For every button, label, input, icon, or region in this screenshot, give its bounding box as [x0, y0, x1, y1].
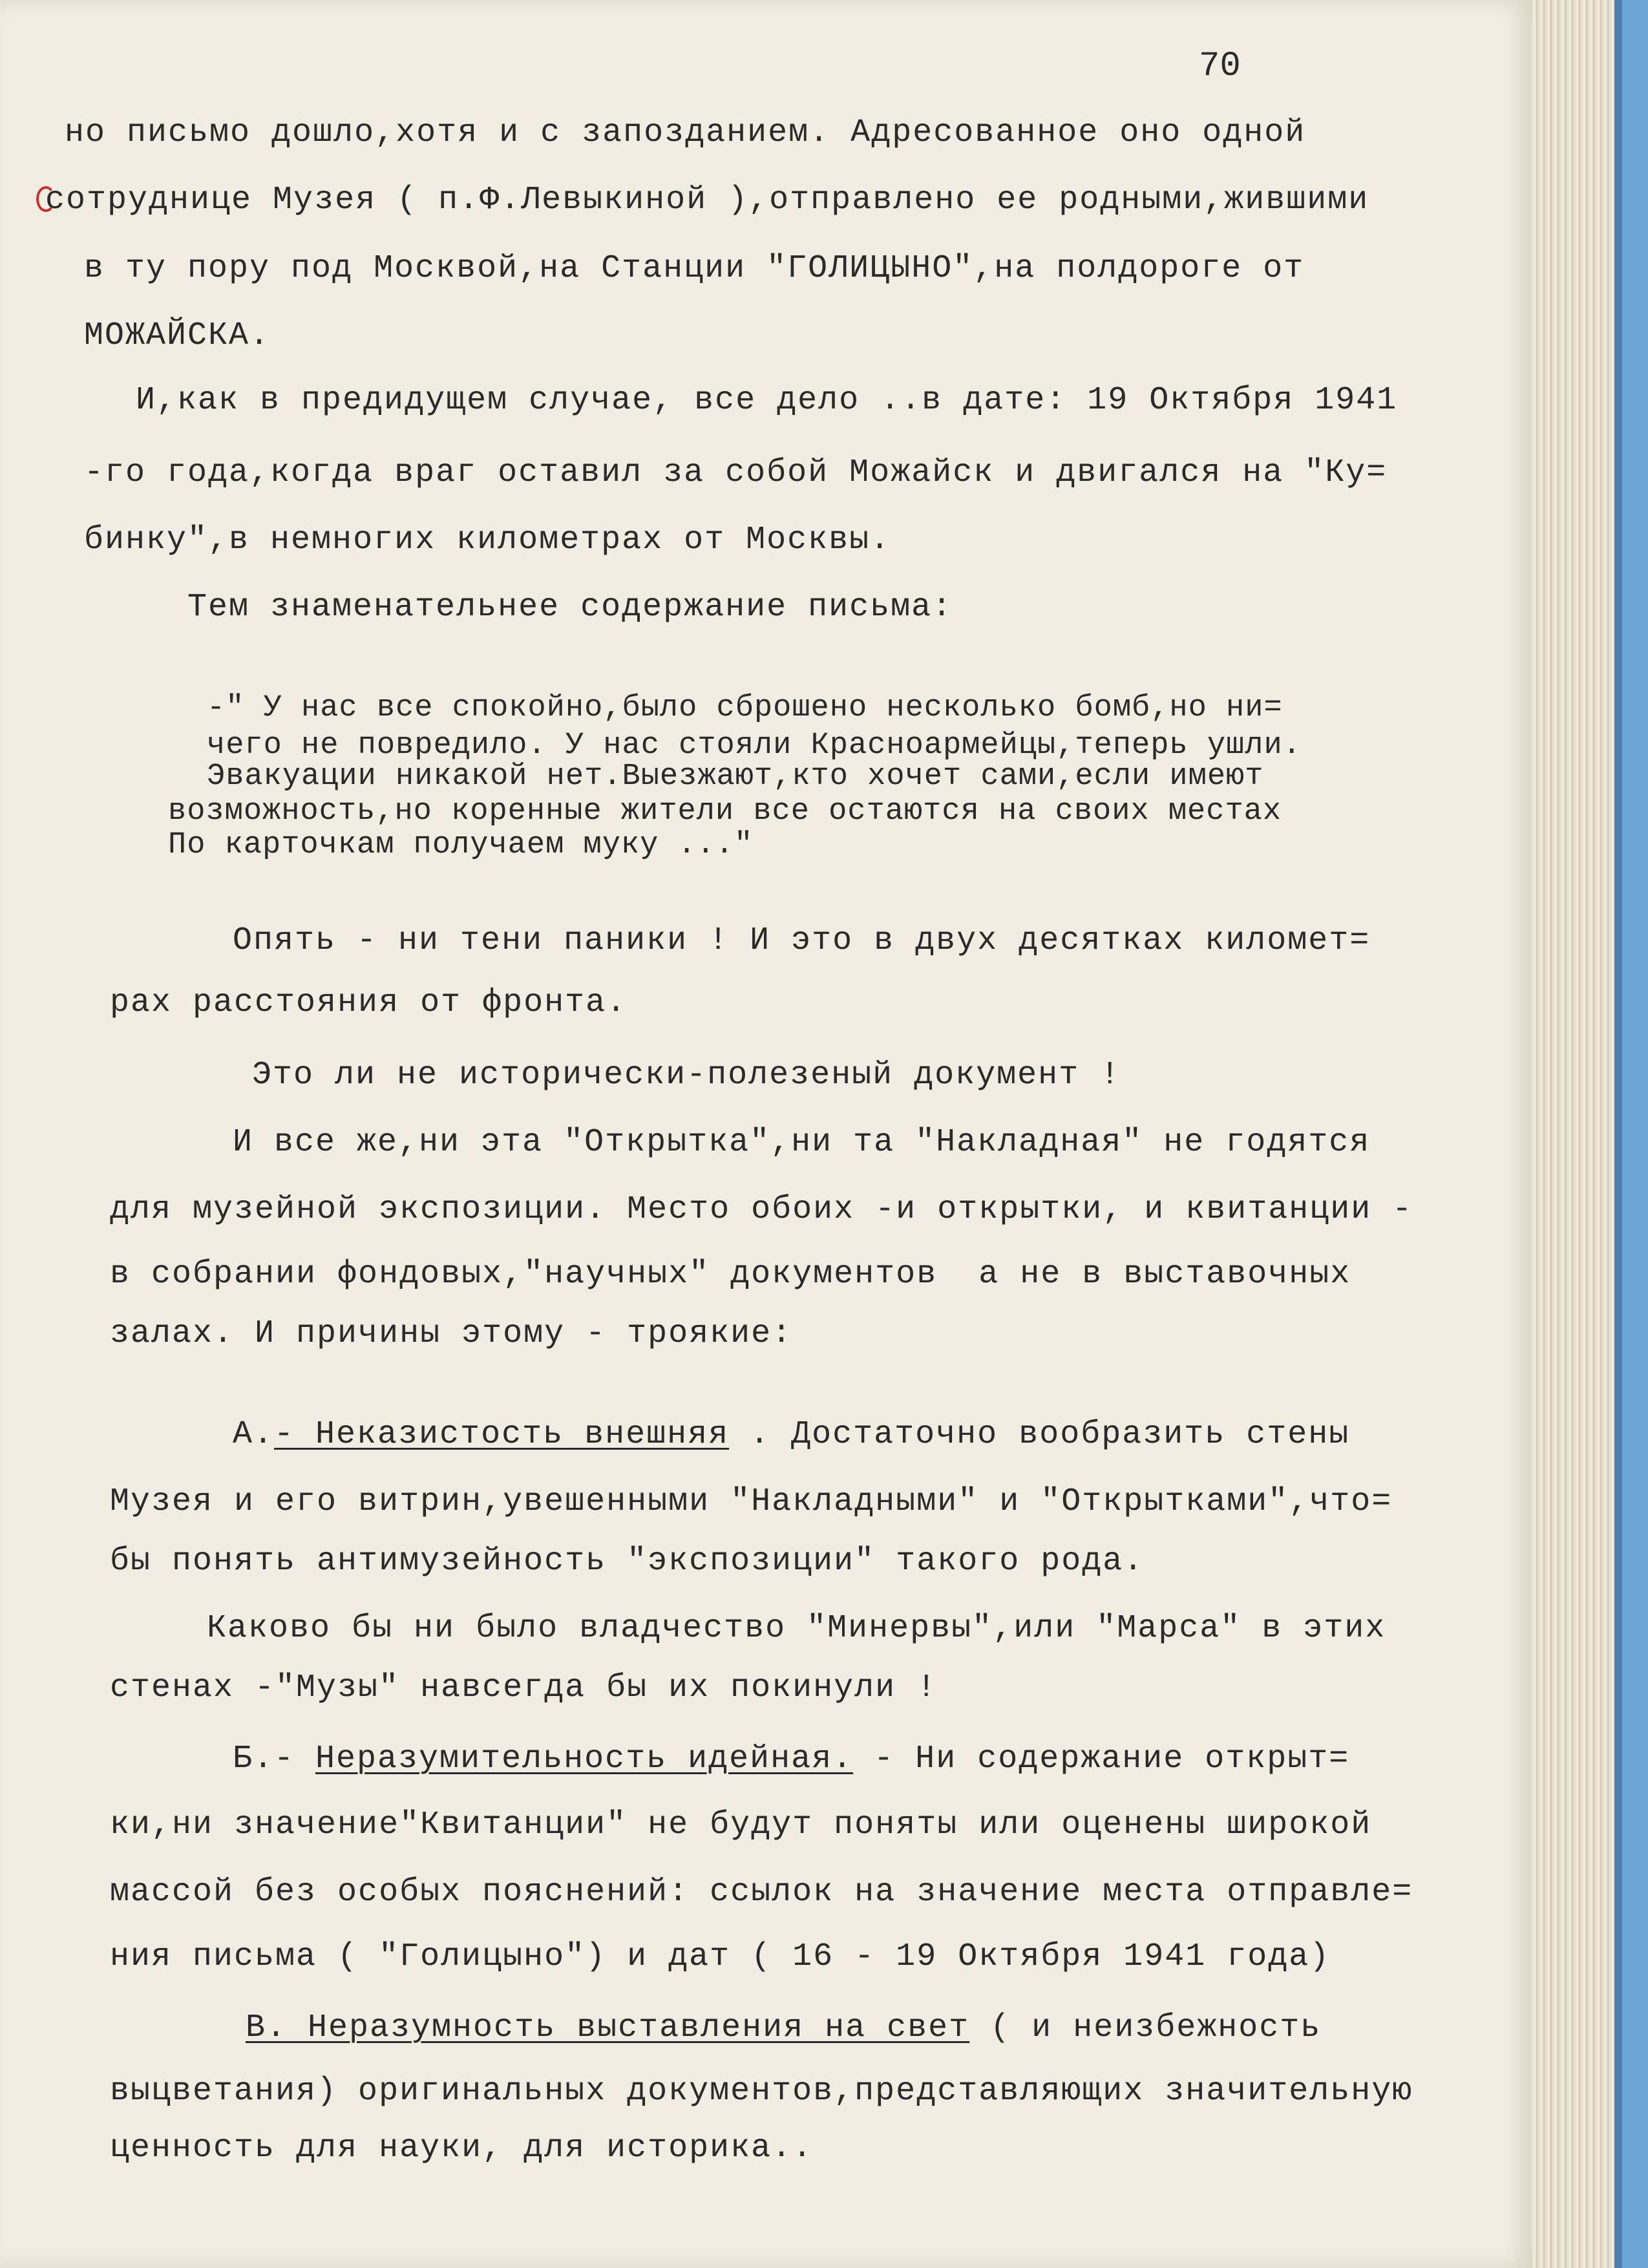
section-b-line: [233, 1740, 1349, 1779]
page-stack-edge: [1532, 0, 1614, 2268]
page-stack-shadow: [1614, 0, 1622, 2268]
section-a-heading: - Неказистость внешняя: [274, 1416, 730, 1453]
quote-line: возможность,но коренные жители все остаются на своих местах: [168, 794, 1282, 829]
text-line: Это ли не исторически-полезеный документ !: [252, 1057, 1121, 1094]
text-line: И,как в предидущем случае, все дело ..в дате: 19 Октября 1941: [136, 382, 1398, 419]
text-line: выцветания) оригинальных документов,представляющих значительную: [110, 2073, 1413, 2110]
quote-line: -" У нас все спокойно,было сброшено несколько бомб,но ни=: [207, 691, 1283, 725]
text-line: для музейной экспозиции. Место обоих -и открытки, и квитанции -: [110, 1191, 1413, 1228]
text-line: в ту пору под Москвой,на Станции "ГОЛИЦЫНО",на полдороге от: [84, 250, 1305, 287]
section-c-text: ( и неизбежность: [969, 2009, 1322, 2046]
text-line: И все же,ни эта "Открытка",ни та "Накладная" не годятся: [233, 1124, 1371, 1161]
section-c-line: [246, 2009, 1321, 2048]
page-number: 70: [1199, 47, 1241, 86]
text-line: бинку",в немногих километрах от Москвы.: [84, 522, 891, 558]
quote-line: Эвакуации никакой нет.Выезжают,кто хочет сами,если имеют: [207, 759, 1264, 794]
text-line: в собрании фондовых,"научных" документов а не в выставочных: [110, 1256, 1351, 1293]
text-line: -го года,когда враг оставил за собой Можайск и двигался на "Ку=: [84, 454, 1388, 491]
text-line: но письмо дошло,хотя и с запозданием. Адресованное оно одной: [65, 114, 1306, 151]
text-line: Музея и его витрин,увешенными "Накладными" и "Открытками",что=: [110, 1483, 1393, 1520]
section-c-heading: В. Неразумность выставления на свет: [246, 2009, 970, 2046]
quote-line: чего не повредило. У нас стояли Красноармейцы,теперь ушли.: [207, 728, 1302, 763]
section-b-marker: Б.-: [233, 1741, 316, 1777]
section-b-text: - Ни содержание открыт=: [853, 1741, 1350, 1777]
text-line: рах расстояния от фронта.: [110, 984, 628, 1021]
text-line: стенах -"Музы" навсегда бы их покинули !: [110, 1669, 938, 1706]
quote-line: По карточкам получаем муку ...": [168, 828, 754, 862]
text-line: бы понять антимузейность "экспозиции" такого рода.: [110, 1543, 1145, 1580]
text-line: Каково бы ни было владчество "Минервы",или "Марса" в этих: [207, 1610, 1386, 1647]
text-line: ния письма ( "Голицыно") и дат ( 16 - 19 Октября 1941 года): [110, 1938, 1331, 1975]
text-line: Опять - ни тени паники ! И это в двух десятках километ=: [233, 922, 1371, 959]
text-line: залах. И причины этому - троякие:: [110, 1315, 793, 1352]
section-b-heading: Неразумительность идейная.: [315, 1741, 854, 1777]
text-line: массой без особых пояснений: ссылок на значение места отправле=: [110, 1874, 1413, 1911]
section-a-text: . Достаточно вообразить стены: [729, 1416, 1350, 1453]
text-line: МОЖАЙСКА.: [84, 317, 271, 354]
section-a-marker: А.: [233, 1416, 275, 1453]
text-line: сотруднице Музея ( п.Ф.Левыкиной ),отправлено ее родными,жившими: [45, 182, 1369, 218]
text-line: ценность для науки, для историка..: [110, 2130, 814, 2167]
section-a-line: [233, 1415, 1349, 1454]
text-line: ки,ни значение"Квитанции" не будут поняты или оценены широкой: [110, 1807, 1372, 1843]
text-line: Тем знаменательнее содержание письма:: [187, 589, 953, 626]
